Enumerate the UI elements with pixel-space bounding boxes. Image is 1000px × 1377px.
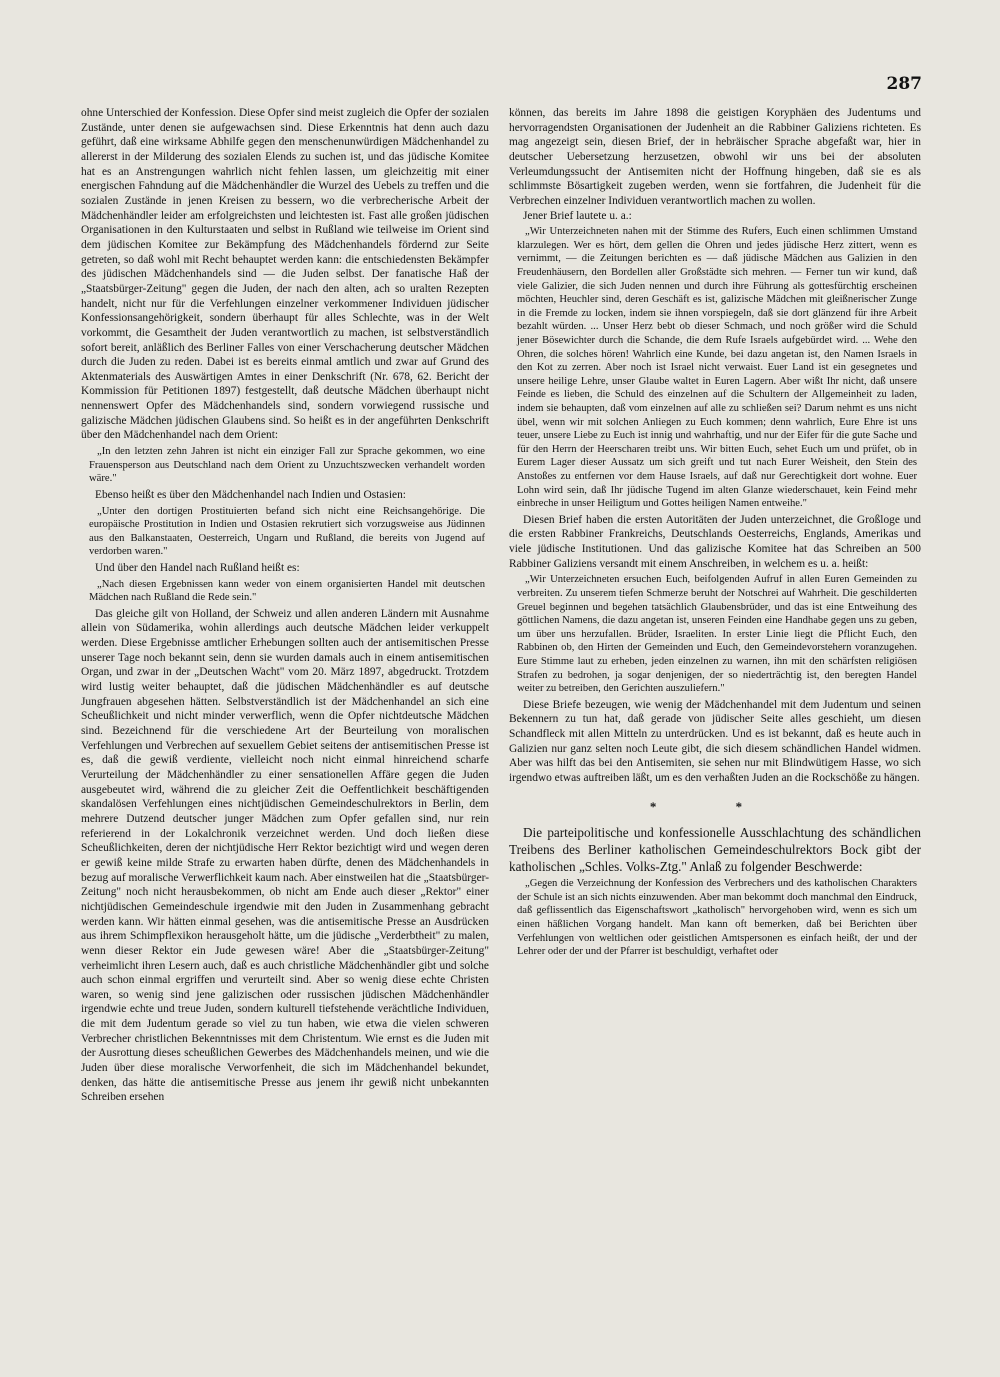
- quotation: [81, 445, 489, 486]
- left-column: [81, 106, 489, 1105]
- section-intro: Die parteipolitische und konfessionelle Ausschlachtung des schändlichen Treibens des Berliner katholischen Gemeindeschulrektors Bock gibt der katholischen „Schles. Volks-Ztg." Anlaß zu folgender Beschwerde:: [509, 825, 921, 875]
- paragraph: ohne Unterschied der Konfession. Diese Opfer sind meist zugleich die Opfer der sozialen Zustände, unter denen sie aufgewachsen sind. Diese Erkenntnis hat denn auch dazu geführt, daß eine wirksame Abhilfe gegen den menschenunwürdigen Mädchenhandel zu allererst in der Milderung des sozialen Elends zu suchen ist, und das jüdische Komitee hat es an Anstrengungen wahrlich nicht fehlen lassen, um gleichzeitig mit einer energischen Fahndung auf die Mädchenhändler die Wurzel des Uebels zu treffen und die sozialen Zustände in jenen Kreisen zu bessern, wo die verbrecherische Arbeit der Mädchenhändler leider am erfolgreichsten und leichtesten ist. Fast alle großen jüdischen Organisationen in den Kulturstaaten und selbst in Rußland wie teilweise im Orient sind dem jüdischen Komitee zur Bekämpfung des Mädchenhandels fördernd zur Seite getreten, so daß wohl mit Recht behauptet werden kann: die entschiedensten Bekämpfer des jüdischen Mädchenhandels sind — die Juden selbst. Der fanatische Haß der „Staatsbürger-Zeitung" gegen die Juden, der nach den alten, ach so uralten Rezepten handelt, nicht nur für die Verfehlungen einzelner verkommener Individuen jüdischer Konfessionsangehörigkeit, sondern überhaupt für alles Schlechte, was in der Welt vorkommt, die Gesamtheit der Juden verantwortlich zu machen, ist selbstverständlich sofort bereit, anläßlich des Berliner Falles von einer Verschacherung deutscher Mädchen durch die Juden zu reden. Dabei ist es bereits einmal amtlich und zwar auf Grund des Aktenmaterials des Auswärtigen Amtes in einer Denkschrift (Nr. 678, 62. Bericht der Kommission für Petitionen 1897) festgestellt, daß deutsche Mädchen überhaupt nicht nennenswert Opfer des Mädchenhandels sind, sondern vorwiegend russische und galizische Mädchen jüdischen Glaubens sind. So heißt es in der angeführten Denkschrift über den Mädchenhandel nach dem Orient:: [81, 107, 489, 442]
- quotation: [509, 225, 921, 510]
- quote-text: „Wir Unterzeichneten nahen mit der Stimme des Rufers, Euch einen schlimmen Umstand klarzulegen. Wer es hört, dem gellen die Ohren und jedes jüdische Herz zittert, wenn es vernimmt, — die Zeitungen berichten es — daß jüdische Mädchen aus Galizien in den Freudenhäusern, den Bordellen aller Großstädte sich mehren. — Ferner tun wir kund, daß viele Galizier, die sich Juden nennen und durch ihre Führung als gottesfürchtig erscheinen möchten, Heuchler sind, deren Geschäft es ist, galizische Mädchen mit gleißnerischer Zunge in die Fremde zu locken, indem sie ihnen vorspiegeln, daß sie dort glänzend für ihre Arbeit bezahlt würden. ... Unser Herz bebt ob dieser Schmach, und noch größer wird die Schuld jener Bösewichter durch die Schande, die dem Rufe Israels aufgebürdet wird. ... Wehe den Ohren, die solches hören! Wahrlich eine Kunde, bei dazu angetan ist, den Namen Israels in den Kot zu zerren. Aber noch ist Israel nicht verwaist. Euer Land ist ein gesegnetes und unsere heilige Lehre, unser Glaube waltet in Euren Lagern. Aber wißt Ihr nicht, daß unsere Feinde es lieben, die Schuld des einzelnen auf die Schultern der Allgemeinheit zu laden, indem sie behaupten, daß vom einzelnen auf alle zu schließen sei? Darum nehmt es uns nicht übel, wenn wir mit solchen Anliegen zu Euch kommen; denn wahrlich, Eure Ehre ist uns teuer, unsere Liebe zu Euch ist innig und wahrhaftig, und nur der Eifer für die gute Sache und für den Herrn der Heerscharen treibt uns. Wir bitten Euch, sehet Euch um und prüfet, ob in Eurem Lager dieser Aussatz um sich greift und tut nach Eurer Weisheit, den Stein des Anstoßes zu entfernen vor dem Hause Israels, auf daß nur Gerechtigkeit dort wohne. Euer Lohn wird sein, daß Ihr jüdische Tugend im alten Glanze wiederschauet, kein Feind mehr einbreche in unser Heiligtum und Gottes heiligen Namen entweihe.": [517, 226, 917, 510]
- paragraph: Und über den Handel nach Rußland heißt es:: [95, 561, 300, 574]
- paragraph: Diese Briefe bezeugen, wie wenig der Mädchenhandel mit dem Judentum und seinen Bekennern zu tun hat, daß gerade von jüdischer Seite alles geschieht, um diesen Schandfleck mit allen Mitteln zu unterdrücken. Und es ist bekannt, daß es heute auch in Galizien nur ganz selten noch Leute gibt, die sich diesem schändlichen Handel widmen. Aber was hilft das bei den Antisemiten, sie sehen nur mit Blindwütigem Hasse, wo sich irgendwo etwas auftreiben läßt, um es den verhaßten Juden an die Rockschöße zu hängen.: [509, 698, 921, 784]
- quote-text: „Gegen die Verzeichnung der Konfession des Verbrechers und des katholischen Charakters der Schule ist an sich nichts einzuwenden. Aber man bekommt doch manchmal den Eindruck, daß geflissentlich das Eigenschaftswort „katholisch" hervorgehoben wird, wenn es sich um einen häßlichen Vorgang handelt. Man kann oft bemerken, daß bei Berichten über Verfehlungen von weltlichen oder geistlichen Amtspersonen es einfach heißt, der und der Lehrer oder der und der Pfarrer ist beschuldigt, verhaftet oder: [517, 878, 917, 958]
- paragraph: Ebenso heißt es über den Mädchenhandel nach Indien und Ostasien:: [95, 488, 406, 501]
- paragraph: Jener Brief lautete u. a.:: [523, 209, 632, 222]
- right-column: [509, 106, 921, 961]
- paragraph: Diesen Brief haben die ersten Autoritäten der Juden unterzeichnet, die Großloge und die ersten Rabbiner Frankreichs, Deutschlands Oesterreichs, Englands, Amerikas und viele jüdische Institutionen. Und das galizische Komitee hat das Schreiben an 500 Rabbiner Galiziens versandt mit einem Anschreiben, in welchem es u. a. heißt:: [509, 513, 921, 570]
- quote-text: „In den letzten zehn Jahren ist nicht ein einziger Fall zur Sprache gekommen, wo eine Frauensperson aus Deutschland nach dem Orient zu Unzuchtszwecken verhandelt worden wäre.": [89, 446, 485, 485]
- quote-text: „Wir Unterzeichneten ersuchen Euch, beifolgenden Aufruf in allen Euren Gemeinden zu verbreiten. Zu unserem tiefen Schmerze beruht der Notschrei auf Wahrheit. Die geschilderten Greuel beginnen und begehen tatsächlich Glaubensbrüder, und das ist eine Entweihung des göttlichen Namens, die dazu angetan ist, unseren Feinden eine Handhabe gegen uns zu geben, um über uns herzufallen. Brüder, Israeliten. In erster Linie liegt die Pflicht Euch, den Rabbinen ob, den Hirten der Gemeinden und Euch, den Gemeindevorstehern voranzugehen. Eure Stimme laut zu erheben, jeden einzelnen zu warnen, ihn mit den schärfsten religiösen Strafen zu bedrohen, ja sogar denjenigen, der so niederträchtig ist, den beregten Handel weiter zu betreiben, den Gerichten auszuliefern.": [517, 574, 917, 695]
- quote-text: „Nach diesen Ergebnissen kann weder von einem organisierten Handel mit deutschen Mädchen nach Rußland die Rede sein.": [89, 578, 485, 604]
- quotation: [81, 578, 489, 605]
- paragraph: Das gleiche gilt von Holland, der Schweiz und allen anderen Ländern mit Ausnahme allein von Südamerika, wohin allerdings auch deutsche Mädchen leider verkuppelt werden. Diese Ergebnisse amtlicher Erhebungen sollten auch der antisemitischen Presse unserer Tage noch bekannt sein, denn sie wurden damals auch in einem antisemitischen Organ, und zwar in der „Deutschen Wacht" vom 20. März 1897, abgedruckt. Trotzdem wird lustig weiter behauptet, daß die jüdischen Mädchenhändler es auf deutsche Jungfrauen abgesehen hätten. Selbstverständlich ist der Mädchenhandel an sich eine Scheußlichkeit und nicht minder verwerflich, wenn die Opfer nichtdeutsche Mädchen sind. Bezeichnend für die verschiedene Art der Beurteilung von moralischen Verfehlungen und Verbrechen auf sexuellem Gebiet seitens der antisemitischen Presse ist es, daß die gewiß verdiente, vielleicht noch nicht einmal hinreichend scharfe Verurteilung der Mädchenhändler zu einer sensationellen Affäre gegen die Juden ausgebeutet wird, während die zu gleicher Zeit die Oeffentlichkeit beschäftigenden skandalösen Verfehlungen eines nichtjüdischen Gemeindeschulrektors in Berlin, dem mehrere Dutzend deutscher junger Mädchen zum Opfer gefallen sind, nur rein referierend in der Lokalchronik verzeichnet werden. Und doch ließen diese Scheußlichkeiten, deren der nichtjüdische Herr Rektor bezichtigt wird und wegen deren er gewiß keine milde Strafe zu erwarten haben dürfte, denen des Mädchenhandels in bezug auf moralische Verwerflichkeit kaum nach. Aber einstweilen hat die „Staatsbürger-Zeitung" noch nicht herausbekommen, ob nicht am Ende auch dieser „Rektor" einer nichtjüdischen Gemeindeschule irgendwie mit den Juden in Zusammenhang gebracht werden kann. Wir hätten einmal gesehen, was die antisemitische Presse an Ausdrücken aus ihrem Schimpflexikon herausgeholt hätte, um die jüdische „Verderbtheit" zu malen, wenn dieser Rektor ein Jude gewesen wäre! Aber die „Staatsbürger-Zeitung" verheimlicht ihren Lesern auch, daß es auch christliche Mädchenhändler gibt und solche auch schon einmal ergriffen und verurteilt sind. Aber so wenig diese echte Christen waren, so wenig sind jene galizischen oder russischen jüdischen Mädchenhändler irgendwie echte und treue Juden, sondern kulturell tiefstehende verächtliche Individuen, die mit dem Judentum gerade so viel zu tun haben, wie etwa die vielen schweren Verbrecher christlichen Bekenntnisses mit dem Christentum. Wie ernst es die Juden mit der Ausrottung dieses scheußlichen Gewerbes des Mädchenhandels meinen, und wie die Juden über diese moralische Verworfenheit, die sich im Mädchenhandel bekundet, denken, das hätte die antisemitische Presse aus jenem ihr gewiß nicht unbekannten Schreiben ersehen: [81, 607, 489, 1104]
- paragraph: können, das bereits im Jahre 1898 die geistigen Koryphäen des Judentums und hervorragendsten Organisationen der Judenheit an die Rabbiner Galiziens richteten. Es mag angezeigt sein, diesen Brief, der in hebräischer Sprache abgefaßt war, hier in deutscher Uebersetzung herzusetzen, obwohl wir uns bei der absoluten Verleumdungssucht der Antisemiten nicht der Hoffnung hingeben, daß sie es als schlimmste Bösartigkeit zugeben werden, wenn sie fortfahren, die Judenheit für die Verbrechen einzelner Individuen verantwortlich machen zu wollen.: [509, 107, 921, 207]
- page-number: 287: [886, 74, 922, 94]
- quotation: [81, 505, 489, 559]
- quotation: [509, 877, 921, 959]
- quotation: [509, 573, 921, 695]
- section-separator: * *: [649, 798, 781, 814]
- quote-text: „Unter den dortigen Prostituierten befand sich nicht eine Reichsangehörige. Die europäische Prostitution in Indien und Ostasien rekrutiert sich vorzugsweise aus Jüdinnen aus den Balkanstaaten, Oesterreich, Ungarn und Rußland, die bereits von Jugend auf verdorben waren.": [89, 505, 485, 558]
